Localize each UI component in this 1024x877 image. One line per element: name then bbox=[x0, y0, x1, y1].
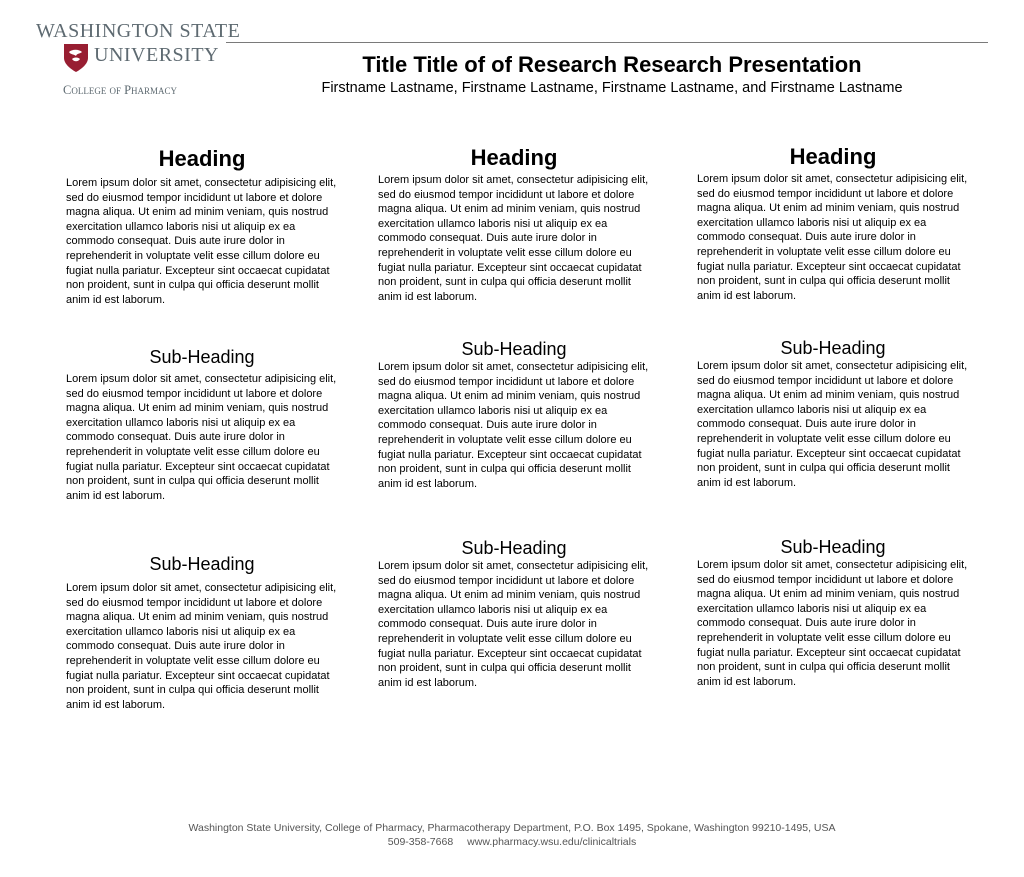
logo-line-2: UNIVERSITY bbox=[94, 44, 219, 66]
column-2 bbox=[378, 0, 650, 877]
subsection-text: Lorem ipsum dolor sit amet, consectetur adipisicing elit, sed do eiusmod tempor incididunt ut labore et dolore magna aliqua. Ut enim ad minim veniam, quis nostrud exercitation ullamco laboris nisi ut aliquip ex ea commodo consequat. Duis aute irure dolor in reprehenderit in voluptate velit esse cillum dolore eu fugiat nulla pariatur. Excepteur sint occaecat cupidatat non proident, sunt in culpa qui officia deserunt mollit anim id est laborum. bbox=[378, 560, 649, 689]
column-1 bbox=[66, 0, 338, 877]
sub-heading: Sub-Heading bbox=[149, 554, 255, 574]
subsection-block bbox=[697, 536, 969, 689]
section-text: Lorem ipsum dolor sit amet, consectetur adipisicing elit, sed do eiusmod tempor incididunt ut labore et dolore magna aliqua. Ut enim ad minim veniam, quis nostrud exercitation ullamco laboris nisi ut aliquip ex ea commodo consequat. Duis aute irure dolor in reprehenderit in voluptate velit esse cillum dolore eu fugiat nulla pariatur. Excepteur sint occaecat cupidatat non proident, sunt in culpa qui officia deserunt mollit anim id est laborum. bbox=[378, 174, 649, 303]
section-text: Lorem ipsum dolor sit amet, consectetur adipisicing elit, sed do eiusmod tempor incididunt ut labore et dolore magna aliqua. Ut enim ad minim veniam, quis nostrud exercitation ullamco laboris nisi ut aliquip ex ea commodo consequat. Duis aute irure dolor in reprehenderit in voluptate velit esse cillum dolore eu fugiat nulla pariatur. Excepteur sint occaecat cupidatat non proident, sunt in culpa qui officia deserunt mollit anim id est laborum. bbox=[697, 173, 968, 302]
subsection-text: Lorem ipsum dolor sit amet, consectetur adipisicing elit, sed do eiusmod tempor incididunt ut labore et dolore magna aliqua. Ut enim ad minim veniam, quis nostrud exercitation ullamco laboris nisi ut aliquip ex ea commodo consequat. Duis aute irure dolor in reprehenderit in voluptate velit esse cillum dolore eu fugiat nulla pariatur. Excepteur sint occaecat cupidatat non proident, sunt in culpa qui officia deserunt mollit anim id est laborum. bbox=[66, 373, 337, 502]
footer bbox=[0, 821, 1024, 849]
subsection-block bbox=[697, 337, 969, 490]
section-text: Lorem ipsum dolor sit amet, consectetur adipisicing elit, sed do eiusmod tempor incididunt ut labore et dolore magna aliqua. Ut enim ad minim veniam, quis nostrud exercitation ullamco laboris nisi ut aliquip ex ea commodo consequat. Duis aute irure dolor in reprehenderit in voluptate velit esse cillum dolore eu fugiat nulla pariatur. Excepteur sint occaecat cupidatat non proident, sunt in culpa qui officia deserunt mollit anim id est laborum. bbox=[66, 177, 337, 306]
sub-heading: Sub-Heading bbox=[780, 338, 886, 358]
sub-heading: Sub-Heading bbox=[780, 537, 886, 557]
sub-heading: Sub-Heading bbox=[149, 347, 255, 367]
footer-contact bbox=[0, 835, 1024, 849]
sub-heading: Sub-Heading bbox=[461, 339, 567, 359]
column-3 bbox=[697, 0, 969, 877]
footer-address: Washington State University, College of Pharmacy, Pharmacotherapy Department, P.O. Box 1495, Spokane, Washington 99210-1495, USA bbox=[188, 822, 836, 834]
author-list: Firstname Lastname, Firstname Lastname, Firstname Lastname, and Firstname Lastname bbox=[321, 80, 903, 96]
section-heading: Heading bbox=[470, 145, 558, 170]
poster-title: Title Title of of Research Research Presentation bbox=[362, 52, 862, 77]
subsection-text: Lorem ipsum dolor sit amet, consectetur adipisicing elit, sed do eiusmod tempor incididunt ut labore et dolore magna aliqua. Ut enim ad minim veniam, quis nostrud exercitation ullamco laboris nisi ut aliquip ex ea commodo consequat. Duis aute irure dolor in reprehenderit in voluptate velit esse cillum dolore eu fugiat nulla pariatur. Excepteur sint occaecat cupidatat non proident, sunt in culpa qui officia deserunt mollit anim id est laborum. bbox=[378, 361, 649, 490]
subsection-text: Lorem ipsum dolor sit amet, consectetur adipisicing elit, sed do eiusmod tempor incididunt ut labore et dolore magna aliqua. Ut enim ad minim veniam, quis nostrud exercitation ullamco laboris nisi ut aliquip ex ea commodo consequat. Duis aute irure dolor in reprehenderit in voluptate velit esse cillum dolore eu fugiat nulla pariatur. Excepteur sint occaecat cupidatat non proident, sunt in culpa qui officia deserunt mollit anim id est laborum. bbox=[697, 559, 968, 688]
intro-block bbox=[66, 146, 338, 307]
intro-block bbox=[697, 144, 969, 303]
footer-url[interactable]: www.pharmacy.wsu.edu/clinicaltrials bbox=[467, 836, 637, 848]
footer-phone: 509-358-7668 bbox=[387, 836, 454, 848]
logo-line-1: WASHINGTON STATE bbox=[36, 20, 241, 42]
subsection-block bbox=[66, 346, 338, 503]
subsection-text: Lorem ipsum dolor sit amet, consectetur adipisicing elit, sed do eiusmod tempor incididunt ut labore et dolore magna aliqua. Ut enim ad minim veniam, quis nostrud exercitation ullamco laboris nisi ut aliquip ex ea commodo consequat. Duis aute irure dolor in reprehenderit in voluptate velit esse cillum dolore eu fugiat nulla pariatur. Excepteur sint occaecat cupidatat non proident, sunt in culpa qui officia deserunt mollit anim id est laborum. bbox=[66, 582, 337, 711]
subsection-text: Lorem ipsum dolor sit amet, consectetur adipisicing elit, sed do eiusmod tempor incididunt ut labore et dolore magna aliqua. Ut enim ad minim veniam, quis nostrud exercitation ullamco laboris nisi ut aliquip ex ea commodo consequat. Duis aute irure dolor in reprehenderit in voluptate velit esse cillum dolore eu fugiat nulla pariatur. Excepteur sint occaecat cupidatat non proident, sunt in culpa qui officia deserunt mollit anim id est laborum. bbox=[697, 360, 968, 489]
section-heading: Heading bbox=[789, 144, 877, 169]
intro-block bbox=[378, 145, 650, 304]
logo-line-3: College of Pharmacy bbox=[63, 83, 178, 97]
sub-heading: Sub-Heading bbox=[461, 538, 567, 558]
subsection-block bbox=[66, 553, 338, 712]
subsection-block bbox=[378, 338, 650, 491]
subsection-block bbox=[378, 537, 650, 690]
section-heading: Heading bbox=[158, 146, 246, 171]
